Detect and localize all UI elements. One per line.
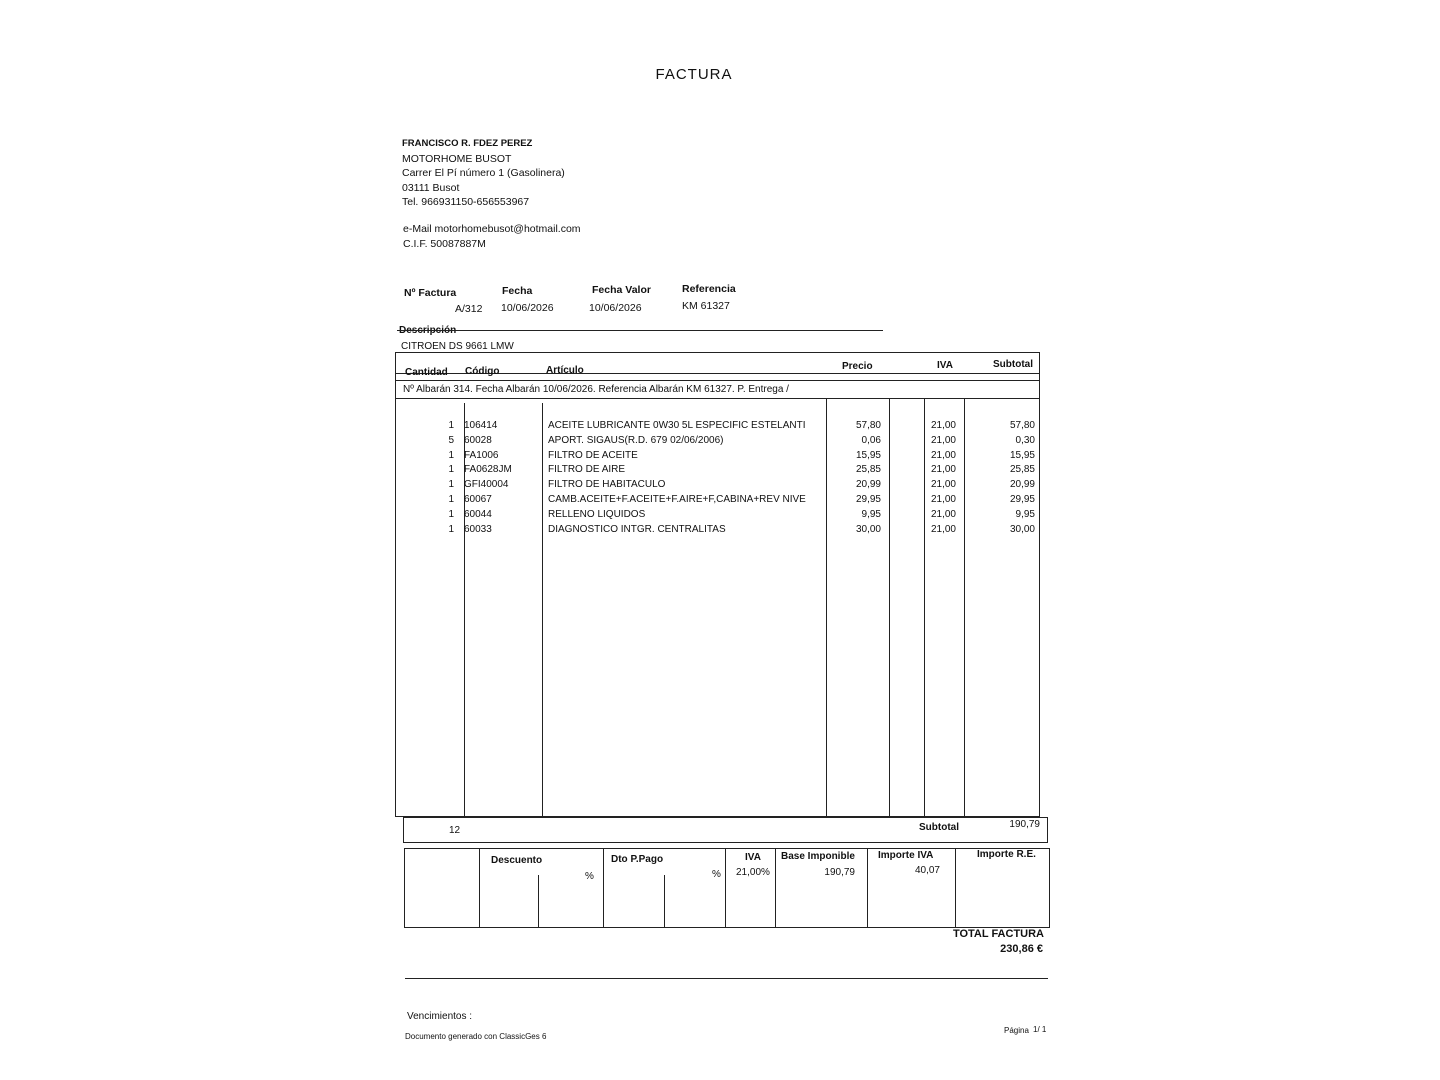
cell-vat: 21,00 — [930, 479, 956, 491]
cell-article: FILTRO DE ACEITE — [548, 449, 638, 461]
vat-label: IVA — [745, 852, 761, 863]
issuer-business: MOTORHOME BUSOT — [402, 152, 512, 165]
total-quantity: 12 — [449, 825, 461, 836]
re-label: Importe R.E. — [977, 849, 1036, 860]
invoice-number-label: Nº Factura — [404, 287, 457, 299]
header-vat: IVA — [937, 360, 953, 371]
reference-label: Referencia — [682, 283, 736, 295]
header-quantity: Cantidad — [405, 367, 448, 378]
base-label: Base Imponible — [781, 851, 855, 862]
description-value: CITROEN DS 9661 LMW — [401, 341, 514, 352]
table-row — [396, 434, 1039, 449]
summary-divider — [664, 875, 665, 927]
cell-price: 25,85 — [855, 464, 881, 476]
vat-value: 21,00% — [736, 867, 770, 878]
footer-divider — [405, 978, 1048, 979]
discount-pct: % — [585, 871, 594, 882]
albaran-line: Nº Albarán 314. Fecha Albarán 10/06/2026. Referencia Albarán KM 61327. P. Entrega / — [403, 384, 789, 395]
cell-subtotal: 25,85 — [1009, 464, 1035, 476]
reference-value: KM 61327 — [682, 300, 730, 312]
cell-qty: 5 — [448, 434, 454, 446]
cell-price: 57,80 — [855, 420, 881, 431]
cell-article: APORT. SIGAUS(R.D. 679 02/06/2006) — [548, 434, 724, 446]
cell-subtotal: 0,30 — [1015, 434, 1035, 446]
cell-code: 106414 — [464, 420, 498, 431]
cell-subtotal: 20,99 — [1009, 479, 1035, 491]
invoice-date-label: Fecha — [502, 285, 533, 297]
cell-qty: 1 — [448, 464, 454, 476]
issuer-postal: 03111 Busot — [402, 181, 460, 194]
summary-box — [404, 848, 1050, 928]
cell-vat: 21,00 — [930, 508, 956, 520]
cell-price: 29,95 — [855, 494, 881, 505]
issuer-contact — [403, 222, 581, 251]
issuer-phone: Tel. 966931150-656553967 — [402, 196, 530, 208]
table-row — [396, 463, 1039, 478]
table-row — [396, 449, 1039, 464]
table-row — [396, 508, 1039, 523]
subtotal-label: Subtotal — [919, 822, 959, 833]
cell-price: 0,06 — [861, 434, 881, 446]
cell-vat: 21,00 — [930, 494, 956, 505]
summary-divider — [955, 849, 956, 927]
cell-subtotal: 30,00 — [1009, 523, 1035, 535]
table-row — [396, 523, 1039, 538]
invoice-number: A/312 — [455, 303, 483, 315]
cell-code: 60044 — [464, 508, 492, 520]
cell-code: GFI40004 — [464, 479, 509, 491]
albaran-divider — [396, 398, 1039, 399]
cell-qty: 1 — [448, 479, 454, 491]
header-price: Precio — [842, 361, 873, 372]
document-title: FACTURA — [655, 66, 733, 83]
cell-price: 30,00 — [855, 523, 881, 535]
issuer-email: e-Mail motorhomebusot@hotmail.com — [403, 223, 581, 235]
cell-article: FILTRO DE HABITACULO — [548, 479, 666, 491]
header-divider-2 — [396, 380, 1039, 381]
cell-price: 9,95 — [861, 508, 881, 520]
issuer-name: FRANCISCO R. FDEZ PEREZ — [402, 138, 533, 149]
cell-qty: 1 — [448, 420, 454, 431]
subtotal-value: 190,79 — [1009, 819, 1040, 830]
invoice-date: 10/06/2026 — [501, 302, 554, 314]
cell-price: 20,99 — [855, 479, 881, 491]
cell-price: 15,95 — [855, 449, 881, 461]
summary-divider — [775, 849, 776, 927]
page-number: 1/ 1 — [1033, 1025, 1047, 1034]
cell-vat: 21,00 — [930, 420, 956, 431]
cell-vat: 21,00 — [930, 523, 956, 535]
cell-subtotal: 57,80 — [1009, 420, 1035, 431]
summary-divider — [725, 849, 726, 927]
summary-divider — [867, 849, 868, 927]
description-label: Descripción — [399, 325, 457, 336]
value-date: 10/06/2026 — [589, 302, 642, 314]
base-value: 190,79 — [824, 867, 855, 878]
cell-qty: 1 — [448, 523, 454, 535]
cell-vat: 21,00 — [930, 434, 956, 446]
cell-article: FILTRO DE AIRE — [548, 464, 626, 476]
cell-code: FA1006 — [464, 449, 499, 461]
cell-subtotal: 9,95 — [1015, 508, 1035, 520]
description-divider — [397, 330, 883, 331]
cell-article: RELLENO LIQUIDOS — [548, 508, 646, 520]
cell-code: FA0628JM — [464, 464, 512, 476]
subtotal-bar — [403, 817, 1048, 843]
summary-divider — [479, 849, 480, 927]
dto-pct: % — [712, 869, 721, 880]
page-label: Página — [1004, 1026, 1029, 1035]
discount-label: Descuento — [491, 855, 543, 866]
cell-article: CAMB.ACEITE+F.ACEITE+F.AIRE+F,CABINA+REV NIVE — [548, 494, 806, 505]
cell-vat: 21,00 — [930, 449, 956, 461]
cell-subtotal: 15,95 — [1009, 449, 1035, 461]
table-row — [396, 419, 1039, 434]
total-label: TOTAL FACTURA — [952, 928, 1044, 940]
summary-divider — [538, 875, 539, 927]
dto-label: Dto P.Pago — [611, 854, 664, 865]
cell-subtotal: 29,95 — [1009, 494, 1035, 505]
vat-amount-label: Importe IVA — [878, 850, 934, 861]
cell-code: 60033 — [464, 523, 492, 535]
cell-article: ACEITE LUBRICANTE 0W30 5L ESPECIFIC ESTELANTI — [548, 420, 806, 431]
vat-amount-value: 40,07 — [914, 865, 940, 876]
cell-vat: 21,00 — [930, 464, 956, 476]
items-table — [395, 352, 1040, 817]
summary-divider — [603, 849, 604, 927]
header-article: Artículo — [546, 365, 584, 376]
issuer-cif: C.I.F. 50087887M — [403, 237, 486, 250]
issuer-block — [402, 137, 565, 210]
issuer-address: Carrer El Pí número 1 (Gasolinera) — [402, 167, 565, 179]
table-row — [396, 478, 1039, 493]
total-value: 230,86 € — [1000, 943, 1043, 955]
value-date-label: Fecha Valor — [592, 284, 651, 296]
cell-qty: 1 — [448, 449, 454, 461]
cell-code: 60028 — [464, 434, 492, 446]
cell-qty: 1 — [448, 508, 454, 520]
cell-article: DIAGNOSTICO INTGR. CENTRALITAS — [548, 523, 726, 535]
header-code: Código — [465, 366, 500, 377]
cell-qty: 1 — [448, 494, 454, 505]
generated-note: Documento generado con ClassicGes 6 — [405, 1032, 547, 1041]
header-subtotal: Subtotal — [993, 359, 1033, 370]
table-row — [396, 493, 1039, 508]
due-label: Vencimientos : — [407, 1011, 473, 1022]
cell-code: 60067 — [464, 494, 492, 505]
